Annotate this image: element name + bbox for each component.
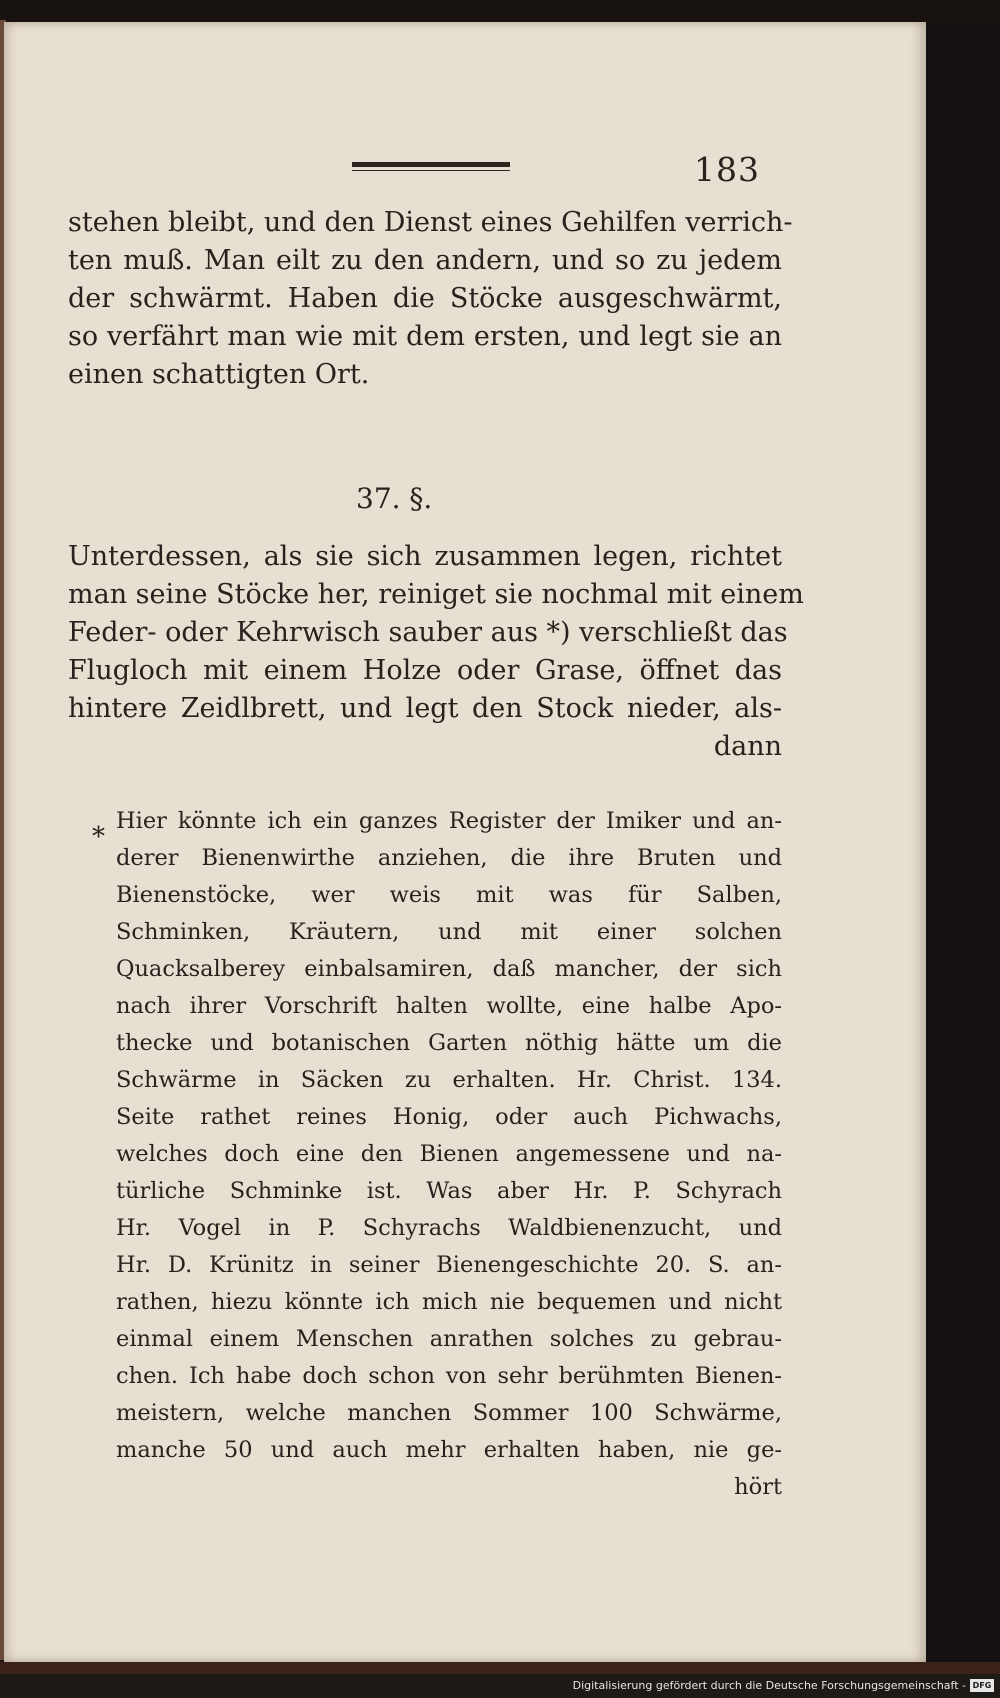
footnote-line: rathen, hiezu könnte ich mich nie bequemen und nicht	[116, 1289, 782, 1315]
footnote-line: nach ihrer Vorschrift halten wollte, eine halbe Apo-	[116, 993, 782, 1019]
text-line: man seine Stöcke her, reiniget sie nochmal mit einem	[68, 579, 804, 610]
book-bottom-edge	[0, 1662, 1000, 1674]
text-line: der schwärmt. Haben die Stöcke ausgeschwärmt,	[68, 283, 782, 314]
digitization-credit-bar	[0, 1674, 1000, 1698]
footnote-line: welches doch eine den Bienen angemessene und na-	[116, 1141, 782, 1167]
footnote-line: Hier könnte ich ein ganzes Register der Imiker und an-	[116, 808, 782, 834]
text-line: Unterdessen, als sie sich zusammen legen, richtet	[68, 541, 782, 572]
footnote-line: derer Bienenwirthe anziehen, die ihre Bruten und	[116, 845, 782, 871]
footnote-line: einmal einem Menschen anrathen solches zu gebrau-	[116, 1326, 782, 1352]
footnote-line: thecke und botanischen Garten nöthig hätte um die	[116, 1030, 782, 1056]
credit-text: Digitalisierung gefördert durch die Deutsche Forschungsgemeinschaft -	[572, 1679, 966, 1692]
scan-right-border	[926, 22, 1000, 1662]
text-line: Flugloch mit einem Holze oder Grase, öffnet das	[68, 655, 782, 686]
footnote-marker: *	[92, 822, 105, 852]
footnote-line: Quacksalberey einbalsamiren, daß mancher, der sich	[116, 956, 782, 982]
footnote-line: Schwärme in Säcken zu erhalten. Hr. Christ. 134.	[116, 1067, 782, 1093]
text-line: so verfährt man wie mit dem ersten, und legt sie an	[68, 321, 782, 352]
text-line: stehen bleibt, und den Dienst eines Gehilfen verrich-	[68, 207, 793, 238]
text-line: einen schattigten Ort.	[68, 359, 370, 390]
footnote-catchword: hört	[734, 1474, 782, 1500]
footnote-line: Schminken, Kräutern, und mit einer solchen	[116, 919, 782, 945]
footnote-line: türliche Schminke ist. Was aber Hr. P. Schyrach	[116, 1178, 782, 1204]
text-line: hintere Zeidlbrett, und legt den Stock nieder, als-	[68, 693, 782, 724]
footnote-line: Hr. Vogel in P. Schyrachs Waldbienenzucht, und	[116, 1215, 782, 1241]
footnote-line: Hr. D. Krünitz in seiner Bienengeschichte 20. S. an-	[116, 1252, 782, 1278]
book-page	[4, 22, 926, 1662]
header-rule	[352, 162, 510, 171]
catchword: dann	[713, 731, 782, 762]
text-line: Feder- oder Kehrwisch sauber aus *) verschließt das	[68, 617, 788, 648]
footnote-line: meistern, welche manchen Sommer 100 Schwärme,	[116, 1400, 782, 1426]
footnote-line: manche 50 und auch mehr erhalten haben, nie ge-	[116, 1437, 782, 1463]
page-number: 183	[694, 150, 760, 189]
dfg-logo: DFG	[970, 1679, 994, 1692]
footnote-line: Bienenstöcke, wer weis mit was für Salben,	[116, 882, 782, 908]
footnote-line: Seite rathet reines Honig, oder auch Pichwachs,	[116, 1104, 782, 1130]
text-line: ten muß. Man eilt zu den andern, und so zu jedem	[68, 245, 782, 276]
scan-top-border	[0, 0, 1000, 22]
footnote-line: chen. Ich habe doch schon von sehr berühmten Bienen-	[116, 1363, 782, 1389]
section-heading: 37. §.	[356, 482, 433, 515]
